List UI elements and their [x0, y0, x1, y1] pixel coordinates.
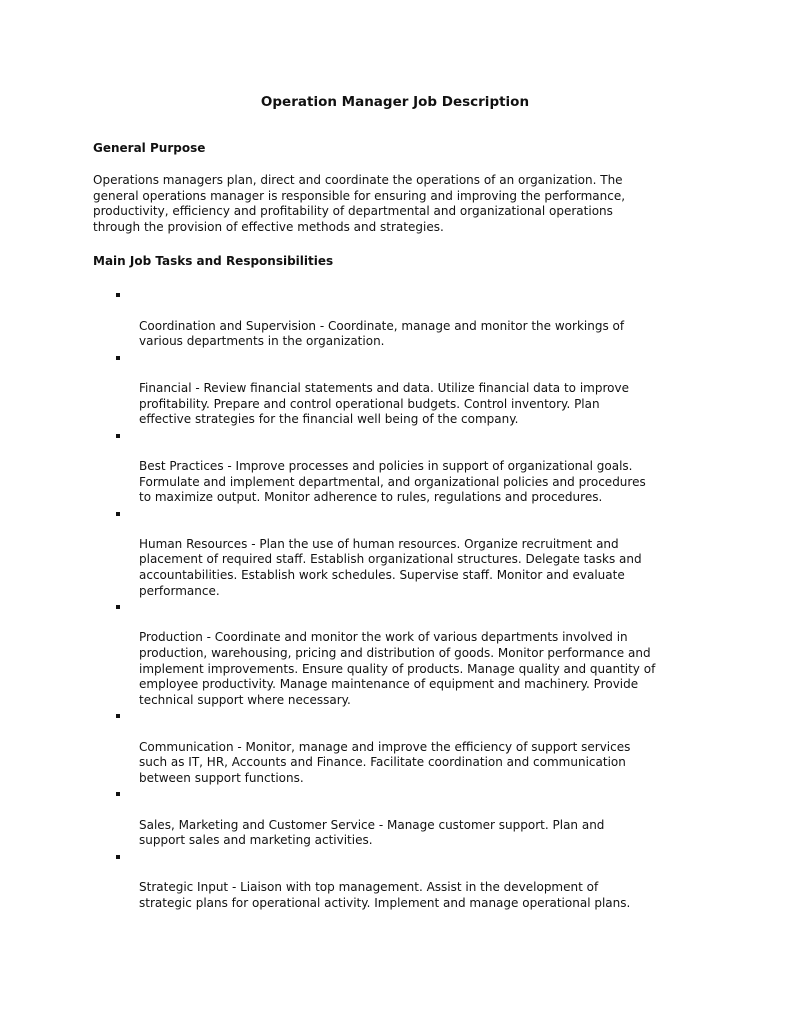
- list-item: [93, 350, 705, 428]
- bullet-square-icon: [116, 293, 120, 297]
- list-item: [93, 786, 705, 848]
- list-item: [93, 428, 705, 506]
- list-item-text: Strategic Input - Liaison with top management. Assist in the development of strategic plans for operational activity. Implement and manage operational plans.: [139, 879, 631, 910]
- bullet-square-icon: [116, 434, 120, 438]
- list-item-text: Communication - Monitor, manage and improve the efficiency of support services such as IT, HR, Accounts and Finance. Facilitate coordination and communication between support functions.: [139, 739, 631, 785]
- bullet-square-icon: [116, 512, 120, 516]
- list-item-text: Coordination and Supervision - Coordinate, manage and monitor the workings of various departments in the organization.: [139, 318, 625, 349]
- list-item-text: Human Resources - Plan the use of human resources. Organize recruitment and placement of required staff. Establish organizational structures. Delegate tasks and accountabilities. Establish work schedules. Supervise staff. Monitor and evaluate performance.: [139, 536, 642, 598]
- bullet-square-icon: [116, 792, 120, 796]
- bullet-square-icon: [116, 605, 120, 609]
- list-item: [93, 849, 705, 911]
- main-tasks-heading: Main Job Tasks and Responsibilities: [93, 254, 334, 269]
- list-item: [93, 287, 705, 349]
- responsibilities-list: [93, 287, 705, 911]
- bullet-square-icon: [116, 714, 120, 718]
- general-purpose-heading: General Purpose: [93, 141, 206, 155]
- list-item: [93, 599, 705, 708]
- list-item-text: Production - Coordinate and monitor the work of various departments involved in production, warehousing, pricing and distribution of goods. Monitor performance and implement improvements. Ensure quality of products. Manage quality and quantity of employee productivity. Manage maintenance of equipment and machinery. Provide technical support where necessary.: [139, 630, 656, 707]
- list-item: [93, 708, 705, 786]
- document-title: Operation Manager Job Description: [260, 94, 530, 110]
- list-item-text: Best Practices - Improve processes and policies in support of organizational goals. Formulate and implement departmental, and organizational policies and procedures to maximize output. Monitor adherence to rules, regulations and procedures.: [139, 458, 646, 505]
- list-item: [93, 506, 705, 600]
- bullet-square-icon: [116, 356, 120, 360]
- bullet-square-icon: [116, 855, 120, 859]
- list-item-text: Financial - Review financial statements and data. Utilize financial data to improve profitability. Prepare and control operational budgets. Control inventory. Plan effective strategies for the financial well being of the company.: [139, 380, 629, 427]
- document-page: [93, 92, 705, 911]
- list-item-text: Sales, Marketing and Customer Service - Manage customer support. Plan and support sales and marketing activities.: [139, 817, 605, 848]
- general-purpose-paragraph: Operations managers plan, direct and coordinate the operations of an organization. The general operations manager is responsible for ensuring and improving the performance, productivity, efficiency and profitability of departmental and organizational operations through the provision of effective methods and strategies.: [93, 173, 626, 234]
